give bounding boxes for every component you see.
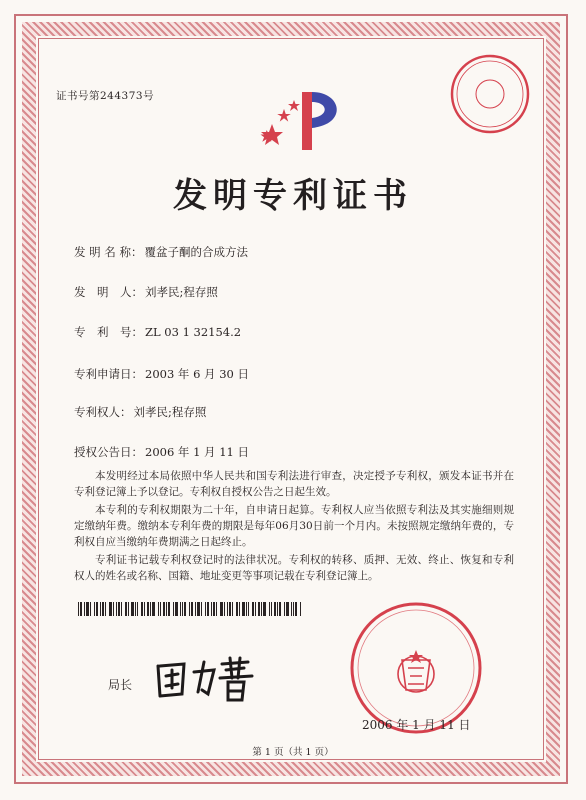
director-signature-icon	[148, 648, 258, 708]
barcode-bar	[102, 602, 104, 616]
barcode-bar	[197, 602, 200, 616]
certificate-number: 证书号第244373号	[56, 90, 155, 102]
barcode-bar	[84, 602, 85, 616]
field-value: 刘孝民;程存照	[145, 285, 218, 299]
barcode-bar	[220, 602, 223, 616]
barcode-bar	[131, 602, 134, 616]
barcode-bar	[180, 602, 181, 616]
barcode-bar	[137, 602, 138, 616]
barcode-bar	[291, 602, 292, 616]
barcode-bar	[94, 602, 95, 616]
barcode-bar	[90, 602, 91, 616]
barcode-bar	[195, 602, 196, 616]
barcode-bar	[300, 602, 301, 616]
barcode-bar	[105, 602, 106, 616]
barcode-bar	[224, 602, 225, 616]
barcode-bar	[277, 602, 278, 616]
field-value: 2003 年 6 月 30 日	[145, 367, 249, 381]
issue-date: 2006 年 1 月 11 日	[362, 718, 471, 732]
barcode-bar	[184, 602, 186, 616]
barcode-bar	[150, 602, 151, 616]
barcode-bar	[258, 602, 260, 616]
field-patent-number	[74, 324, 241, 340]
field-value: 覆盆子酮的合成方法	[144, 245, 248, 259]
paragraph: 本发明经过本局依照中华人民共和国专利法进行审查，决定授予专利权，颁发本证书并在专利登记簿上予以登记。专利权自授权公告之日起生效。	[74, 470, 514, 498]
barcode-bar	[213, 602, 215, 616]
barcode-bar	[182, 602, 183, 616]
field-label: 专利申请日：	[74, 367, 143, 381]
barcode-bar	[147, 602, 149, 616]
field-value: 刘孝民;程存照	[133, 405, 207, 419]
field-invention-name	[74, 244, 248, 260]
barcode-bar	[236, 602, 238, 616]
field-value: ZL 03 1 32154.2	[145, 325, 242, 339]
barcode-bar	[227, 602, 228, 616]
barcode-bar	[80, 602, 82, 616]
barcode-bar	[269, 602, 270, 616]
barcode-bar	[255, 602, 256, 616]
barcode-bar	[86, 602, 89, 616]
barcode-bar	[239, 602, 240, 616]
barcode-bar	[232, 602, 233, 616]
field-label: 发 明 名 称：	[74, 245, 143, 259]
field-label: 授权公告日：	[74, 445, 143, 459]
barcode-bar	[191, 602, 193, 616]
barcode-bar	[205, 602, 206, 616]
barcode-bar	[163, 602, 165, 616]
paragraph: 专利证书记载专利权登记时的法律状况。专利权的转移、质押、无效、终止、恢复和专利权人的姓名或名称、国籍、地址变更等事项记载在专利登记簿上。	[74, 554, 514, 582]
barcode-bar	[271, 602, 272, 616]
barcode-bar	[144, 602, 145, 616]
barcode-bar	[100, 602, 101, 616]
barcode-bar	[274, 602, 276, 616]
field-label: 专 利 号：	[74, 325, 143, 339]
page-number: 第 1 页（共 1 页）	[252, 747, 334, 758]
field-application-date	[74, 366, 249, 382]
barcode-bar	[175, 602, 178, 616]
barcode-bar	[116, 602, 117, 616]
barcode-bar	[141, 602, 143, 616]
director-label: 局长	[108, 678, 133, 692]
barcode-bar	[168, 602, 170, 616]
barcode-bar	[216, 602, 217, 616]
field-label: 发 明 人：	[74, 285, 143, 299]
barcode-bar	[158, 602, 159, 616]
field-grant-date	[74, 444, 249, 460]
barcode-bar	[128, 602, 129, 616]
certificate-body	[74, 468, 514, 586]
barcode-bar	[173, 602, 174, 616]
barcode-bar	[109, 602, 112, 616]
agency-seal-icon	[448, 52, 532, 136]
barcode-bar	[229, 602, 231, 616]
barcode-bar	[211, 602, 212, 616]
barcode-bar	[121, 602, 122, 616]
barcode-bar	[284, 602, 285, 616]
barcode-bar	[246, 602, 247, 616]
barcode-bar	[263, 602, 266, 616]
paragraph: 本专利的专利权期限为二十年，自申请日起算。专利权人应当依照专利法及其实施细则规定缴纳年费。缴纳本专利年费的期限是每年06月30日前一个月内。未按照规定缴纳年费的，专利权自应当缴纳年费期满之日起终止。	[74, 504, 514, 548]
sipo-logo-icon	[250, 80, 360, 160]
barcode-bar	[279, 602, 281, 616]
barcode-bar	[286, 602, 289, 616]
field-value: 2006 年 1 月 11 日	[145, 445, 249, 459]
barcode-bar	[166, 602, 167, 616]
barcode-bar	[160, 602, 161, 616]
barcode-bar	[252, 602, 254, 616]
barcode-bar	[293, 602, 294, 616]
barcode-bar	[189, 602, 190, 616]
page-title: 发明专利证书	[173, 176, 413, 216]
field-inventor	[74, 284, 218, 300]
barcode-bar	[242, 602, 245, 616]
barcode-bar	[152, 602, 155, 616]
field-label: 专利权人：	[74, 405, 132, 419]
barcode-icon	[78, 602, 304, 616]
barcode-bar	[201, 602, 202, 616]
barcode-bar	[125, 602, 127, 616]
barcode-bar	[135, 602, 136, 616]
barcode-bar	[261, 602, 262, 616]
barcode-bar	[295, 602, 297, 616]
barcode-bar	[207, 602, 209, 616]
barcode-bar	[113, 602, 114, 616]
barcode-bar	[78, 602, 79, 616]
barcode-bar	[96, 602, 98, 616]
barcode-bar	[248, 602, 249, 616]
barcode-bar	[118, 602, 120, 616]
field-patentee	[74, 404, 206, 420]
